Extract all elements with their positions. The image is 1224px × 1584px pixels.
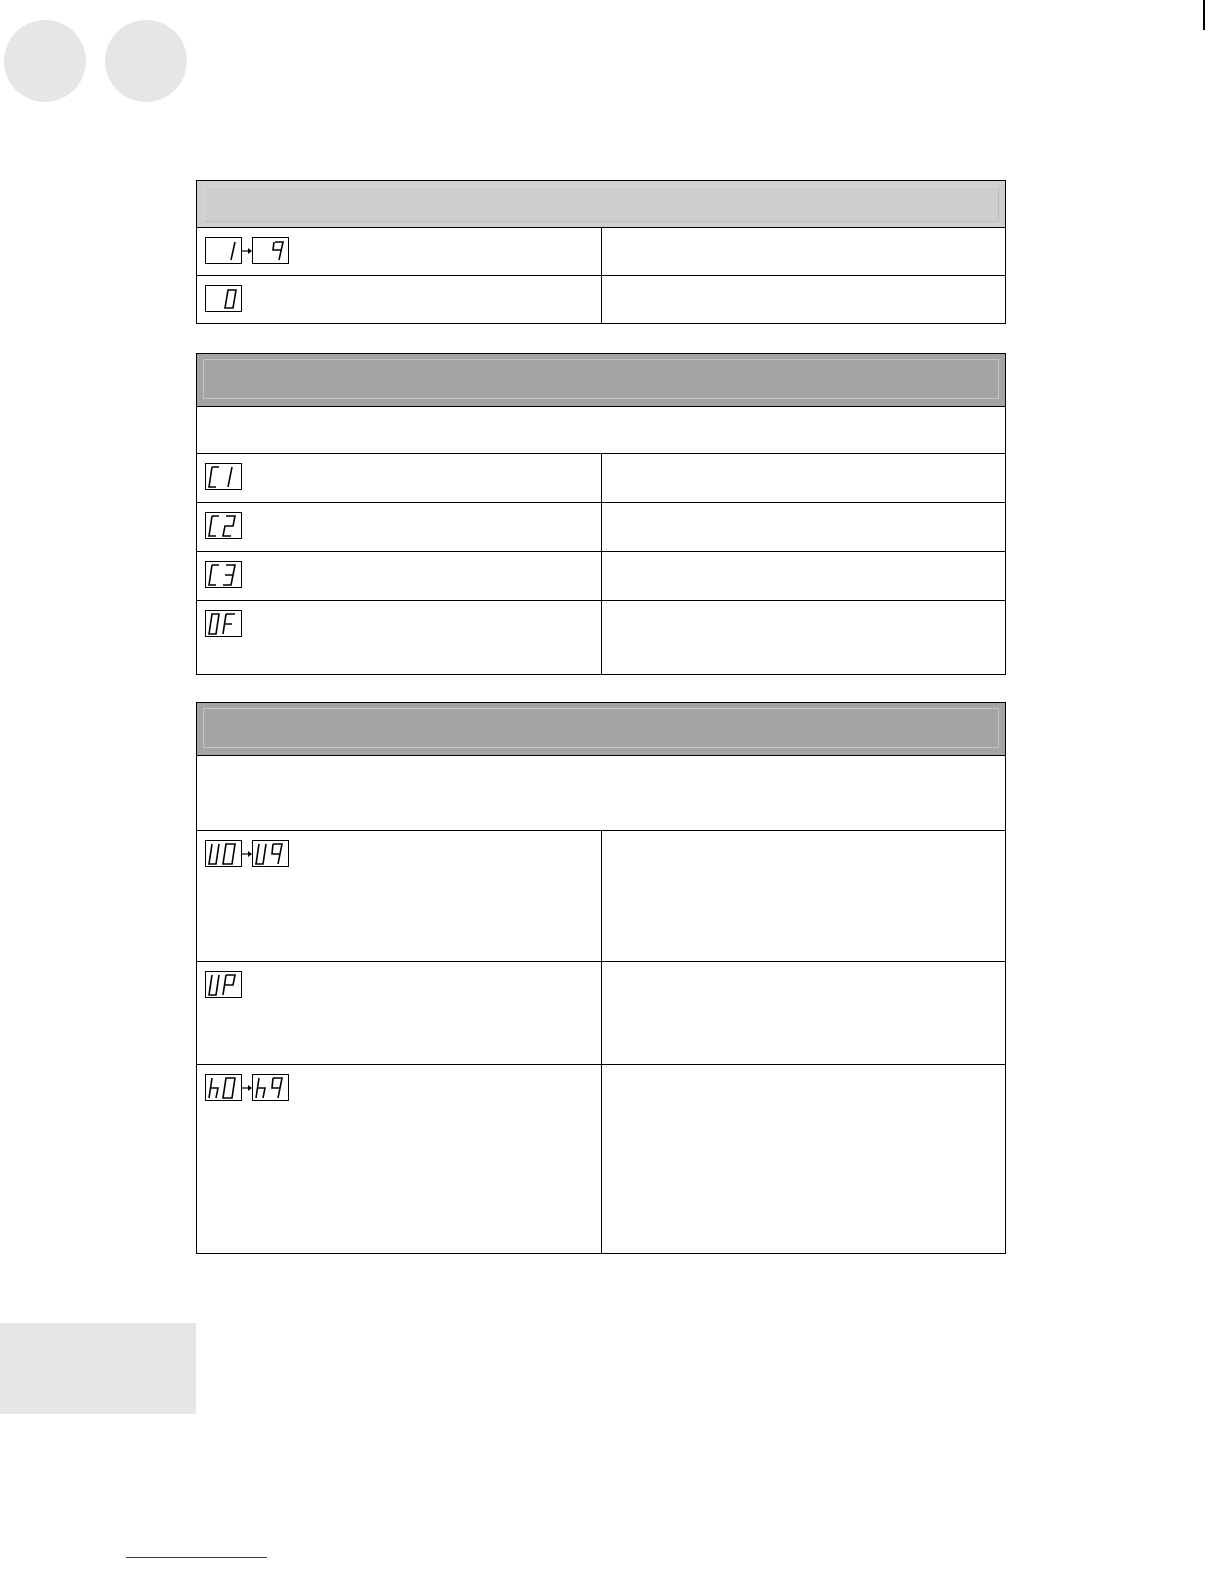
page-decoration-circle (4, 20, 86, 102)
table-intro-row (197, 756, 1006, 831)
code-cell (197, 962, 602, 1065)
table-row (197, 552, 1006, 601)
description-cell (601, 962, 1006, 1065)
seven-segment-display-icon (205, 971, 242, 998)
description-cell (601, 831, 1006, 962)
seven-segment-display-icon (205, 561, 242, 588)
description-cell (601, 1065, 1006, 1254)
intro-cell (197, 407, 1006, 454)
code-cell (197, 454, 602, 503)
table-row (197, 601, 1006, 675)
code-cell (197, 601, 602, 675)
table-row (197, 1065, 1006, 1254)
code-cell (197, 831, 602, 962)
table-row (197, 228, 1006, 276)
seven-segment-display-icon (205, 285, 242, 312)
description-cell (601, 503, 1006, 552)
seven-segment-display-icon (205, 512, 242, 539)
spec-table-3 (196, 702, 1006, 1254)
table-row (197, 503, 1006, 552)
description-cell (601, 228, 1006, 276)
description-cell (601, 454, 1006, 503)
code-cell (197, 228, 602, 276)
page-decoration-circle (105, 20, 187, 102)
intro-cell (197, 756, 1006, 831)
seven-segment-display-icon (205, 463, 242, 490)
seven-segment-display-icon (205, 1074, 289, 1101)
description-cell (601, 276, 1006, 324)
spec-table-1 (196, 180, 1006, 324)
table-row (197, 276, 1006, 324)
code-cell (197, 276, 602, 324)
seven-segment-display-icon (205, 237, 289, 264)
spec-table-2 (196, 353, 1006, 675)
code-cell (197, 503, 602, 552)
corner-rule (1203, 0, 1205, 30)
arrow-right-icon (242, 840, 252, 867)
table-row (197, 454, 1006, 503)
table-row (197, 831, 1006, 962)
description-cell (601, 601, 1006, 675)
table-intro-row (197, 407, 1006, 454)
table-row (197, 962, 1006, 1065)
arrow-right-icon (242, 1074, 252, 1101)
table-header (197, 354, 1006, 407)
table-header (197, 703, 1006, 756)
seven-segment-display-icon (205, 610, 242, 637)
seven-segment-display-icon (205, 840, 289, 867)
arrow-right-icon (242, 237, 252, 264)
code-cell (197, 552, 602, 601)
footer-link-rule (126, 1557, 267, 1558)
code-cell (197, 1065, 602, 1254)
description-cell (601, 552, 1006, 601)
page-margin-block (0, 1323, 196, 1414)
table-header (197, 181, 1006, 228)
